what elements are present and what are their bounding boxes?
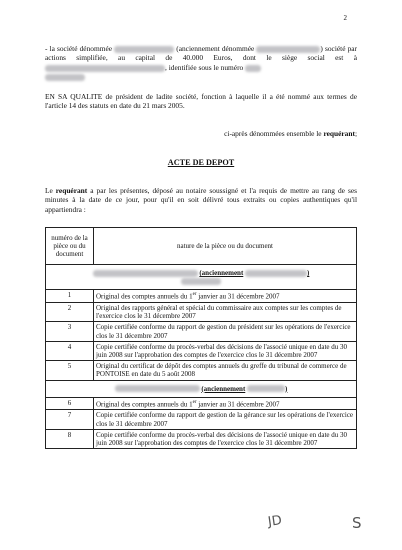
row-number: 4 xyxy=(46,341,94,360)
intro-line3-b: identifiée sous le numéro xyxy=(168,62,244,72)
section-title: ACTE DE DEPOT xyxy=(167,158,235,167)
redacted-company-2 xyxy=(115,385,200,392)
row-text-end: janvier au 31 décembre 2007 xyxy=(196,292,280,301)
page-number: 2 xyxy=(343,14,347,22)
row-number: 2 xyxy=(46,302,94,321)
redacted-former-name xyxy=(256,44,323,53)
section-1-cell xyxy=(46,265,357,290)
table-row xyxy=(46,322,357,341)
requerant-term: requérant xyxy=(323,129,355,138)
row-description: Copie certifiée conforme du procès-verbal des décisions de l'associé unique en date du 30 juin 2008 sur l'approbation des comptes de l'exercice clos le 31 décembre 2007 xyxy=(94,429,357,448)
table-section-1 xyxy=(46,265,357,290)
section-2-label: (anciennement xyxy=(201,384,246,393)
table-header-row xyxy=(46,228,357,265)
intro-line2: société par actions simplifiée, au capital de 40.000 Euros, dont le siège social est à xyxy=(45,44,358,63)
intro-line1-a: - la société dénommée xyxy=(45,44,113,53)
row-text-start: Original des comptes annuels du 1 xyxy=(96,292,193,301)
redacted-former-company-1b xyxy=(181,278,221,285)
row-number: 7 xyxy=(46,410,94,429)
redacted-former-company-1 xyxy=(245,269,310,277)
body-le: Le xyxy=(45,186,53,195)
section-1-end: ) xyxy=(307,269,310,277)
table-section-2 xyxy=(46,380,357,397)
initials-jd: JD xyxy=(267,513,283,530)
redacted-registry xyxy=(45,74,85,81)
ci-apres-line xyxy=(45,129,357,138)
row-description: Copie certifiée conforme du rapport de gestion de la gérance sur les opérations de l'exercice clos le 31 décembre 2007 xyxy=(94,410,357,429)
table-row xyxy=(46,397,357,410)
body-paragraph xyxy=(45,186,357,214)
table-row xyxy=(46,302,357,321)
redacted-company-1 xyxy=(93,270,198,277)
row-description xyxy=(94,290,357,303)
row-number: 1 xyxy=(46,290,94,303)
row-description: Original des rapports général et spécial du commissaire aux comptes sur les comptes de l'exercice clos le 31 décembre 2007 xyxy=(94,302,357,321)
row-text-sup: er xyxy=(192,292,197,298)
ci-apres-text: ci-après dénommées ensemble le xyxy=(224,129,322,138)
body-requerant: requérant xyxy=(55,186,88,195)
intro-line1-c: ) xyxy=(320,44,323,53)
intro-paragraph xyxy=(45,44,357,82)
row-text-end: janvier au 31 décembre 2007 xyxy=(196,400,280,409)
section-2-end: ) xyxy=(285,384,288,393)
row-number: 5 xyxy=(46,361,94,380)
header-nature: nature de la pièce ou du document xyxy=(94,228,357,265)
table-body-a xyxy=(46,290,357,380)
initials-s: S xyxy=(352,514,362,532)
section-2-cell xyxy=(46,380,357,397)
redacted-former-company-2 xyxy=(247,384,288,393)
section-1-label: (anciennement xyxy=(199,269,244,277)
table-row xyxy=(46,429,357,448)
row-text-start: Original des comptes annuels du 1 xyxy=(96,400,193,409)
row-description xyxy=(94,397,357,410)
row-description: Original du certificat de dépôt des comptes annuels du greffe du tribunal de commerce de PONTOISE en date du 5 août 2008 xyxy=(94,361,357,380)
ci-apres-end: ; xyxy=(354,129,357,138)
table-row xyxy=(46,341,357,360)
header-num: numéro de la pièce ou du document xyxy=(46,228,94,265)
table-row xyxy=(46,361,357,380)
redacted-address xyxy=(45,62,167,72)
intro-line3-a: , xyxy=(165,62,167,72)
row-text-sup: er xyxy=(192,399,197,405)
row-number: 6 xyxy=(46,397,94,410)
body-text: a par les présentes, déposé au notaire soussigné et l'a requis de mettre au rang de ses minutes à la date de ce jour, pour qu'il en soit délivré tous extraits ou copies authentiques qu'il appartiendra : xyxy=(45,186,357,214)
redacted-name xyxy=(114,46,174,53)
redacted-number xyxy=(245,65,261,72)
row-number: 8 xyxy=(46,429,94,448)
table-body-b xyxy=(46,397,357,448)
table-row xyxy=(46,290,357,303)
qualite-paragraph: EN SA QUALITE de président de ladite société, fonction à laquelle il a été nommé aux termes de l'article 14 des statuts en date du 21 mars 2005. xyxy=(45,92,357,111)
row-description: Copie certifiée conforme du rapport de gestion du président sur les opérations de l'exercice clos le 31 décembre 2007 xyxy=(94,322,357,341)
row-description: Copie certifiée conforme du procès-verbal des décisions de l'associé unique en date du 30 juin 2008 sur l'approbation des comptes de l'exercice clos le 31 décembre 2007 xyxy=(94,341,357,360)
intro-line1-b: (anciennement dénommée xyxy=(176,44,255,53)
deposit-table xyxy=(45,227,357,449)
table-row xyxy=(46,410,357,429)
row-number: 3 xyxy=(46,322,94,341)
